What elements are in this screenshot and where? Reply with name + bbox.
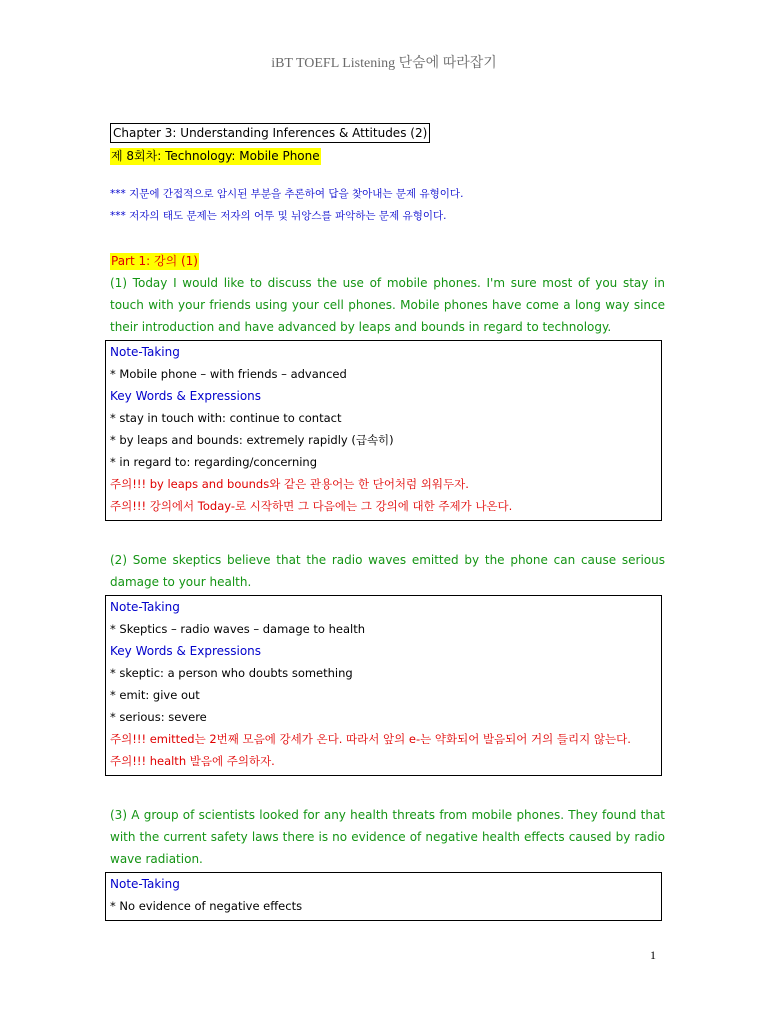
caution-note: 주의!!! 강의에서 Today-로 시작하면 그 다음에는 그 강의에 대한 주제가 나온다. bbox=[110, 499, 513, 513]
note-box bbox=[105, 340, 662, 521]
note-box bbox=[105, 872, 662, 921]
key-words-heading: Key Words & Expressions bbox=[110, 389, 262, 403]
chapter-title: Chapter 3: Understanding Inferences & Attitudes (2) bbox=[110, 123, 430, 143]
section-2 bbox=[110, 549, 665, 776]
key-word-item: * emit: give out bbox=[110, 688, 200, 702]
note-item: * Skeptics – radio waves – damage to health bbox=[110, 622, 365, 636]
note-item: * Mobile phone – with friends – advanced bbox=[110, 367, 347, 381]
section-3 bbox=[110, 804, 665, 921]
note-taking-heading: Note-Taking bbox=[110, 877, 180, 891]
caution-note: 주의!!! by leaps and bounds와 같은 관용어는 한 단어처럼 외워두자. bbox=[110, 477, 469, 491]
key-word-item: * serious: severe bbox=[110, 710, 207, 724]
key-word-item: * in regard to: regarding/concerning bbox=[110, 455, 318, 469]
intro-notes bbox=[110, 183, 665, 227]
part-label: Part 1: 강의 (1) bbox=[111, 254, 198, 268]
lecture-paragraph: (3) A group of scientists looked for any health threats from mobile phones. They found that with the current safety laws there is no evidence of negative health effects caused by radio wave radiation. bbox=[110, 808, 665, 866]
note-taking-heading: Note-Taking bbox=[110, 345, 180, 359]
lecture-paragraph: (1) Today I would like to discuss the use of mobile phones. I'm sure most of you stay in touch with your friends using your cell phones. Mobile phones have come a long way since their introduction and have advanced by leaps and bounds in regard to technology. bbox=[110, 276, 665, 334]
caution-note: 주의!!! health 발음에 주의하자. bbox=[110, 754, 275, 768]
page-number: 1 bbox=[650, 948, 656, 962]
key-word-item: * by leaps and bounds: extremely rapidly (급속히) bbox=[110, 433, 394, 447]
intro-note: *** 저자의 태도 문제는 저자의 어투 및 뉘앙스를 파악하는 문제 유형이다. bbox=[110, 210, 447, 222]
key-words-heading: Key Words & Expressions bbox=[110, 644, 262, 658]
intro-note: *** 지문에 간접적으로 암시된 부분을 추론하여 답을 찾아내는 문제 유형이다. bbox=[110, 188, 464, 200]
note-box bbox=[105, 595, 662, 776]
note-taking-heading: Note-Taking bbox=[110, 600, 180, 614]
lecture-paragraph: (2) Some skeptics believe that the radio waves emitted by the phone can cause serious damage to your health. bbox=[110, 553, 665, 589]
session-title: 제 8회차: Technology: Mobile Phone bbox=[111, 149, 320, 163]
section-1 bbox=[110, 272, 665, 521]
note-item: * No evidence of negative effects bbox=[110, 899, 303, 913]
document-body bbox=[110, 122, 665, 921]
caution-note: 주의!!! emitted는 2번째 모음에 강세가 온다. 따라서 앞의 e-는 약화되어 발음되어 거의 들리지 않는다. bbox=[110, 732, 631, 746]
page-header: iBT TOEFL Listening 단숨에 따라잡기 bbox=[271, 56, 497, 71]
key-word-item: * skeptic: a person who doubts something bbox=[110, 666, 353, 680]
key-word-item: * stay in touch with: continue to contact bbox=[110, 411, 342, 425]
